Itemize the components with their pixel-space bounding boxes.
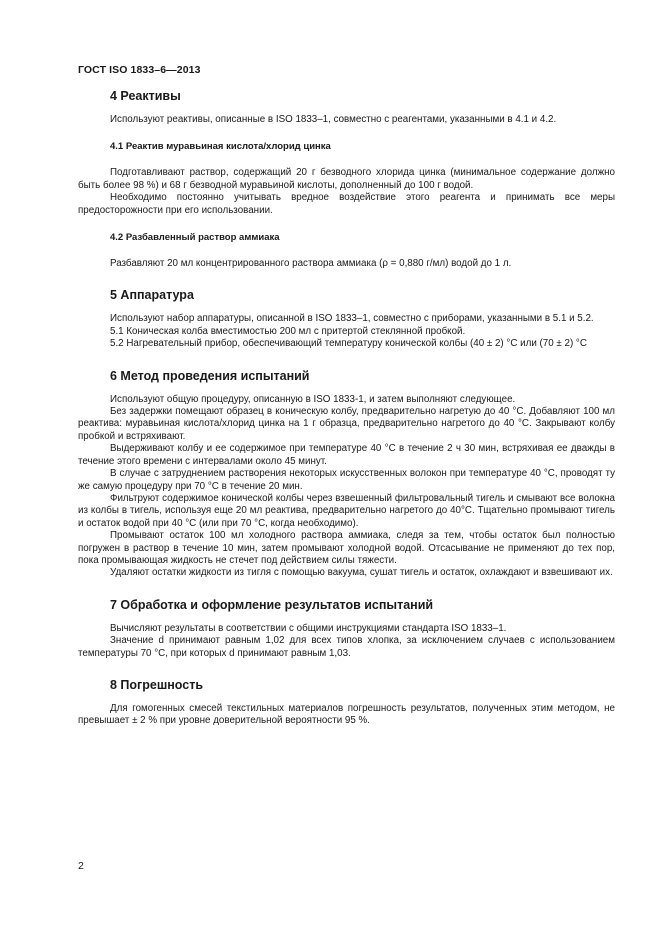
section-5-paragraph: 5.1 Коническая колба вместимостью 200 мл с притертой стеклянной пробкой. bbox=[110, 325, 466, 337]
document-body bbox=[78, 88, 615, 728]
section-4-2-paragraph: Разбавляют 20 мл концентрированного раствора аммиака (ρ = 0,880 г/мл) водой до 1 л. bbox=[110, 258, 512, 270]
section-4-1-title: 4.1 Реактив муравьиная кислота/хлорид цинка bbox=[110, 141, 331, 153]
section-6-title: 6 Метод проведения испытаний bbox=[110, 368, 310, 383]
section-4-1-paragraph: Подготавливают раствор, содержащий 20 г безводного хлорида цинка (минимальное содержание должно быть более 98 %) и 68 г безводной муравьиной кислоты, дополненный до 100 г водой. bbox=[78, 167, 615, 191]
section-4-2-title: 4.2 Разбавленный раствор аммиака bbox=[110, 232, 280, 244]
section-7-paragraph: Вычисляют результаты в соответствии с общими инструкциями стандарта ISO 1833–1. bbox=[110, 622, 507, 634]
section-5-paragraph: 5.2 Нагревательный прибор, обеспечивающий температуру конической колбы (40 ± 2) °С или (70 ± 2) °С bbox=[110, 338, 587, 350]
section-8-title: 8 Погрешность bbox=[110, 677, 204, 692]
section-6-paragraph: Используют общую процедуру, описанную в ISO 1833-1, и затем выполняют следующее. bbox=[110, 393, 516, 405]
section-7-title: 7 Обработка и оформление результатов испытаний bbox=[110, 597, 434, 612]
section-6-paragraph: Выдерживают колбу и ее содержимое при температуре 40 °С в течение 2 ч 30 мин, встряхивая ее дважды в течение этого времени с интервалами около 45 минут. bbox=[78, 443, 615, 467]
document-header: ГОСТ ISO 1833–6—2013 bbox=[78, 64, 201, 76]
section-7-paragraph: Значение d принимают равным 1,02 для всех типов хлопка, за исключением случаев с использованием температуры 70 °С, при которых d принимают равным 1,03. bbox=[78, 635, 615, 659]
section-8-paragraph: Для гомогенных смесей текстильных материалов погрешность результатов, полученных этим методом, не превышает ± 2 % при уровне доверительной вероятности 95 %. bbox=[78, 702, 615, 727]
section-4-intro: Используют реактивы, описанные в ISO 1833–1, совместно с реагентами, указанными в 4.1 и 4.2. bbox=[110, 114, 557, 125]
section-6-paragraph: В случае с затруднением растворения некоторых искусственных волокон при температуре 40 °С, проводят ту же самую процедуру при 70 °С в течение 20 мин. bbox=[78, 468, 615, 492]
section-5-paragraph: Используют набор аппаратуры, описанной в ISO 1833–1, совместно с приборами, указанными в 5.1 и 5.2. bbox=[110, 313, 594, 325]
page-number: 2 bbox=[78, 860, 84, 872]
section-5-title: 5 Аппаратура bbox=[110, 288, 194, 303]
section-4-1-paragraph: Необходимо постоянно учитывать вредное воздействие этого реагента и принимать все меры предосторожности при его использовании. bbox=[78, 192, 615, 216]
section-6-paragraph: Без задержки помещают образец в коническую колбу, предварительно нагретую до 40 °С. Добавляют 100 мл реактива: муравьиная кислота/хлорид цинка на 1 г образца, предварительно нагретого до 40 °С. Закрывают колбу пробкой и встряхивают. bbox=[78, 406, 615, 442]
section-6-paragraph: Промывают остаток 100 мл холодного раствора аммиака, следя за тем, чтобы остаток был полностью погружен в раствор в течение 10 мин, затем промывают холодной водой. Отсасывание не применяют до тех пор, пока промывающая жидкость не стечет под действием силы тяжести. bbox=[78, 530, 615, 566]
section-6-paragraph: Фильтруют содержимое конической колбы через взвешенный фильтровальный тигель и смывают все волокна из колбы в тигель, используя еще 20 мл реактива, предварительно нагретого до 40°С. Тщательно промывают тигель и остаток водой при 40 °С (или при 70 °С, когда необходимо). bbox=[78, 492, 615, 529]
section-4-title: 4 Реактивы bbox=[110, 89, 181, 103]
section-6-paragraph: Удаляют остатки жидкости из тигля с помощью вакуума, сушат тигель и остаток, охлаждают и взвешивают их. bbox=[110, 567, 613, 579]
